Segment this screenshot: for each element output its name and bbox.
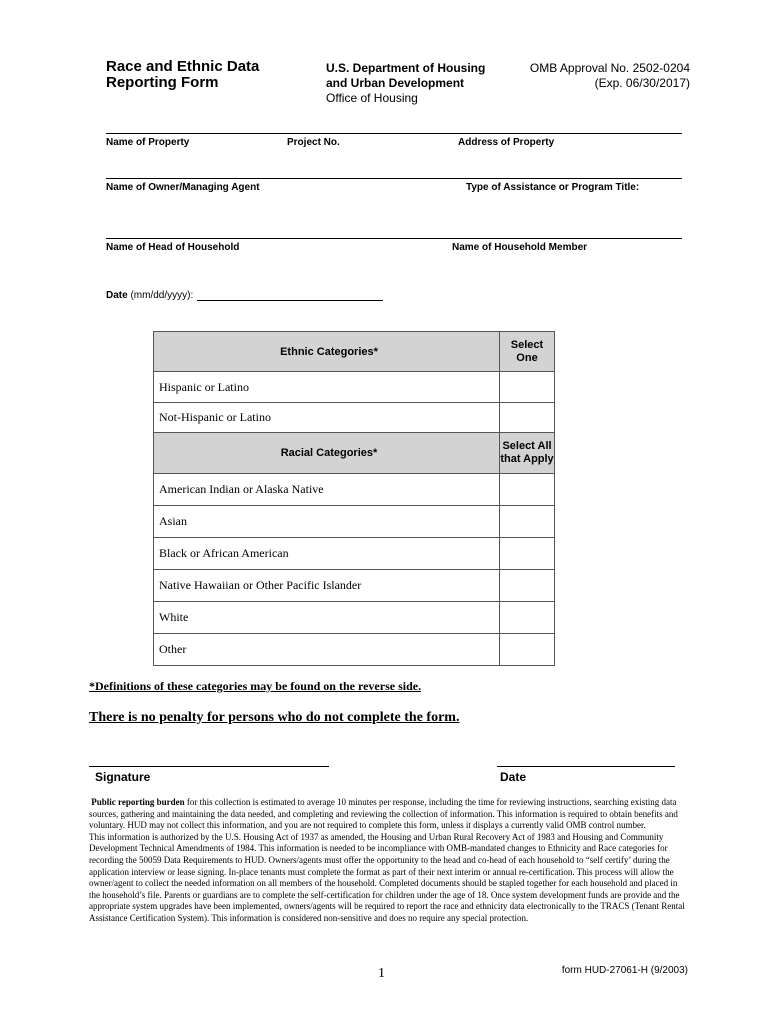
racial-select-box-other[interactable]	[500, 634, 555, 666]
racial-select-box-white[interactable]	[500, 602, 555, 634]
table-row	[154, 538, 555, 570]
form-title-line1: Race and Ethnic Data	[106, 58, 260, 75]
address-of-property-label: Address of Property	[458, 137, 555, 148]
form-title	[106, 59, 259, 91]
date-format-hint: (mm/dd/yyyy):	[127, 290, 194, 301]
form-title-line2: Reporting Form	[106, 74, 219, 91]
name-of-owner-label: Name of Owner/Managing Agent	[106, 182, 260, 193]
racial-option-other: Other	[154, 634, 500, 666]
racial-option-native-hawaiian: Native Hawaiian or Other Pacific Islander	[154, 570, 500, 602]
date-row	[106, 290, 383, 301]
burden-statement	[89, 797, 689, 925]
select-one-header: Select One	[500, 332, 555, 372]
racial-option-white: White	[154, 602, 500, 634]
name-of-member-label: Name of Household Member	[452, 242, 588, 253]
signature-field[interactable]	[89, 766, 329, 767]
signature-label: Signature	[95, 770, 151, 784]
agency-block	[326, 61, 485, 106]
racial-categories-header: Racial Categories*	[154, 433, 500, 474]
ethnic-option-hispanic: Hispanic or Latino	[154, 372, 500, 403]
agency-line3: Office of Housing	[326, 91, 418, 105]
page-number: 1	[378, 966, 385, 981]
racial-select-box-native-hawaiian[interactable]	[500, 570, 555, 602]
table-row	[154, 372, 555, 403]
definitions-note: *Definitions of these categories may be found on the reverse side.	[89, 679, 422, 693]
date-label: Date	[106, 290, 128, 301]
name-of-head-label: Name of Head of Household	[106, 242, 240, 253]
burden-paragraph-2: This information is authorized by the U.S. Housing Act of 1937 as amended, the Housing and Urban Rural Recovery Act of 1983 and Housing and Community Development Technical Amendments of 1984. This information is needed to be incompliance with OMB-mandated changes to Ethnicity and Race categories for recording the 50059 Data Requirements to HUD. Owners/agents must offer the opportunity to the head and co-head of each household to “self certify’ during the application interview or lease signing. In-place tenants must complete the format as part of their next interim or annual re-certification. This process will allow the owner/agent to collect the needed information on all members of the household. Completed documents should be stapled together for each household and placed in the household’s file. Parents or guardians are to complete the self-certification for children under the age of 18. Once system development funds are provide and the appropriate system upgrades have been implemented, owners/agents will be required to report the race and ethnicity data electronically to the TRACS (Tenant Rental Assistance Certification System). This information is considered non-sensitive and does no require any special protection.	[89, 831, 685, 923]
ethnic-option-not-hispanic: Not-Hispanic or Latino	[154, 403, 500, 433]
table-row	[154, 403, 555, 433]
racial-header-row	[154, 433, 555, 474]
type-of-assistance-label: Type of Assistance or Program Title:	[466, 182, 640, 193]
racial-option-black: Black or African American	[154, 538, 500, 570]
table-row	[154, 506, 555, 538]
project-no-label: Project No.	[287, 137, 340, 148]
racial-option-asian: Asian	[154, 506, 500, 538]
table-row	[154, 602, 555, 634]
no-penalty-note: There is no penalty for persons who do not complete the form.	[89, 710, 460, 725]
burden-paragraph-1	[89, 797, 689, 832]
racial-select-box-asian[interactable]	[500, 506, 555, 538]
omb-block	[530, 61, 690, 91]
form-number: form HUD-27061-H (9/2003)	[561, 965, 688, 976]
table-row	[154, 474, 555, 506]
omb-approval-number: OMB Approval No. 2502-0204	[529, 61, 690, 75]
racial-select-box-american-indian[interactable]	[500, 474, 555, 506]
agency-line2: and Urban Development	[326, 76, 465, 90]
name-of-property-label: Name of Property	[106, 137, 190, 148]
racial-select-box-black[interactable]	[500, 538, 555, 570]
burden-lead: Public reporting burden	[91, 797, 185, 807]
ethnic-select-box-not-hispanic[interactable]	[500, 403, 555, 433]
select-all-header: Select All that Apply	[500, 433, 555, 474]
burden-text-1: for this collection is estimated to average 10 minutes per response, including the time for reviewing instructions, searching existing data sources, gathering and maintaining the data needed, and completing and reviewing the collection of information. This information is required to obtain benefits and voluntary. HUD may not collect this information, and you are not required to complete this form, unless it displays a currently valid OMB control number.	[89, 797, 678, 831]
category-table	[153, 331, 555, 666]
signature-date-label: Date	[500, 770, 527, 784]
agency-line1: U.S. Department of Housing	[326, 61, 486, 75]
signature-date-field[interactable]	[497, 766, 675, 767]
omb-expiration: (Exp. 06/30/2017)	[594, 76, 690, 90]
ethnic-categories-header: Ethnic Categories*	[154, 332, 500, 372]
ethnic-header-row	[154, 332, 555, 372]
date-field[interactable]	[197, 290, 383, 301]
ethnic-select-box-hispanic[interactable]	[500, 372, 555, 403]
table-row	[154, 570, 555, 602]
racial-option-american-indian: American Indian or Alaska Native	[154, 474, 500, 506]
table-row	[154, 634, 555, 666]
name-of-head-field[interactable]	[106, 238, 682, 239]
name-of-owner-field[interactable]	[106, 178, 682, 179]
divider-rule	[106, 133, 682, 134]
